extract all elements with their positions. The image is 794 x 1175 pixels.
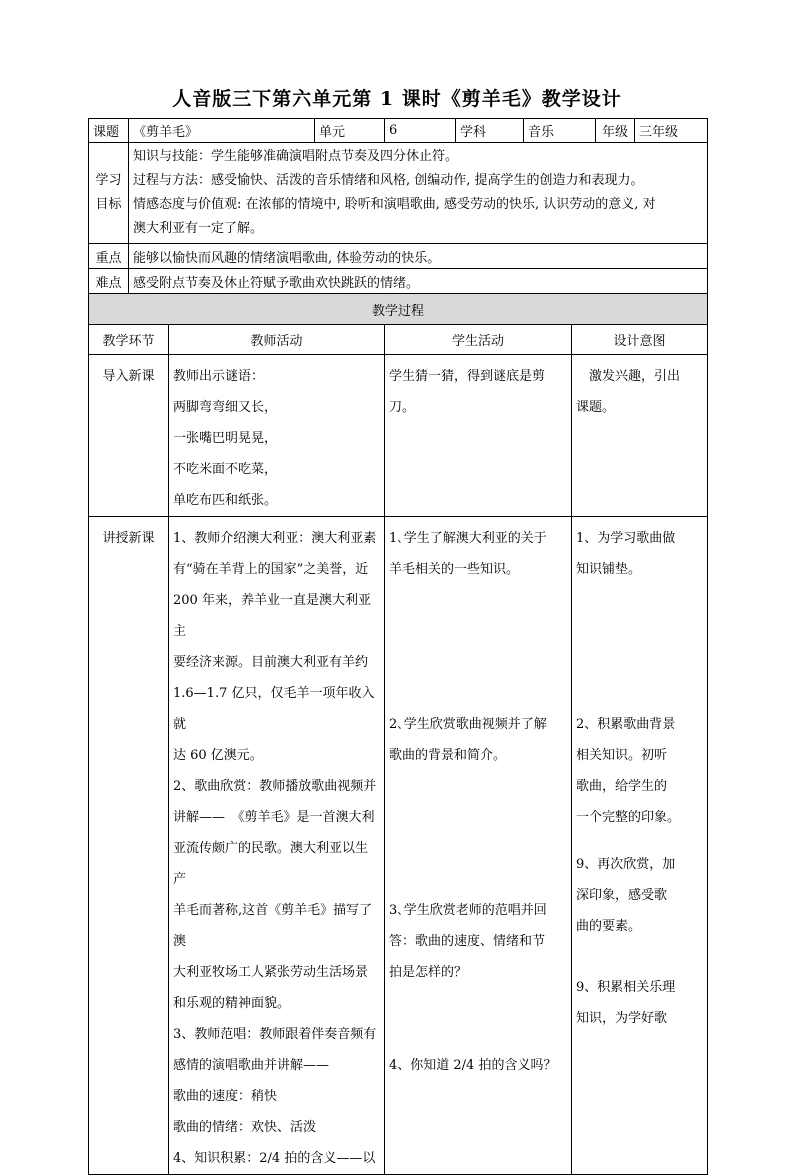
goal-knowledge: 知识与技能：学生能够准确演唱附点节奏及四分休止符。 (133, 149, 459, 164)
header-row (89, 119, 708, 143)
key-point-text: 能够以愉快而风趣的情绪演唱歌曲, 体验劳动的快乐。 (129, 244, 708, 269)
goals-label: 学习 目标 (89, 143, 129, 244)
intro-row (89, 355, 708, 517)
subject-value: 音乐 (524, 119, 596, 143)
new-lesson-stage: 讲授新课 (89, 517, 169, 1175)
process-heading-row (89, 294, 708, 325)
new-lesson-intent: 1、为学习歌曲做 知识铺垫。 2、积累歌曲背景 相关知识。初听 歌曲，给学生的 一个完整的印象。 9、再次欣赏，加 深印象，感受歌 曲的要素。 9、积累相关乐理 知识，为学好歌 (572, 517, 708, 1175)
page-title: 人音版三下第六单元第 1 课时《剪羊毛》教学设计 (172, 88, 622, 110)
goal-emotion: 情感态度与价值观: 在浓郁的情境中, 聆听和演唱歌曲, 感受劳动的快乐, 认识劳动的意义, 对 (133, 197, 656, 212)
col-student: 学生活动 (385, 325, 572, 355)
col-teacher: 教师活动 (169, 325, 385, 355)
goal-emotion-cont: 澳大利亚有一定了解。 (133, 221, 264, 236)
col-stage: 教学环节 (89, 325, 169, 355)
key-point-label: 重点 (89, 244, 129, 269)
col-intent: 设计意图 (572, 325, 708, 355)
intro-teacher: 教师出示谜语： 两脚弯弯细又长， 一张嘴巴明晃晃， 不吃米面不吃菜， 单吃布匹和纸张。 (169, 355, 385, 517)
grade-label: 年级 (596, 119, 635, 143)
unit-value: 6 (385, 119, 456, 143)
grade-value: 三年级 (635, 119, 708, 143)
lesson-value: 《剪羊毛》 (129, 119, 315, 143)
goals-content (129, 143, 708, 244)
new-lesson-row (89, 517, 708, 1175)
unit-label: 单元 (315, 119, 385, 143)
subject-label: 学科 (456, 119, 524, 143)
new-lesson-student: 1､学生了解澳大利亚的关于 羊毛相关的一些知识。 2､学生欣赏歌曲视频并了解 歌曲的背景和简介。 3､学生欣赏老师的范唱并回 答：歌曲的速度、情绪和节 拍是怎样的？ 4、你知道 2/4 拍的含义吗？ (385, 517, 572, 1175)
intro-intent: 激发兴趣，引出 课题。 (572, 355, 708, 517)
process-heading: 教学过程 (89, 294, 708, 325)
goal-process: 过程与方法：感受愉快、活泼的音乐情绪和风格, 创编动作, 提高学生的创造力和表现力。 (133, 173, 644, 188)
lesson-plan-table (88, 118, 708, 1175)
goals-row (89, 143, 708, 244)
intro-stage: 导入新课 (89, 355, 169, 517)
lesson-label: 课题 (89, 119, 129, 143)
key-point-row (89, 244, 708, 269)
difficulty-text: 感受附点节奏及休止符赋予歌曲欢快跳跃的情绪。 (129, 269, 708, 294)
column-header-row (89, 325, 708, 355)
intro-student: 学生猜一猜，得到谜底是剪 刀。 (385, 355, 572, 517)
difficulty-label: 难点 (89, 269, 129, 294)
new-lesson-teacher: 1、教师介绍澳大利亚：澳大利亚素 有“骑在羊背上的国家”之美誉，近 200 年来，养羊业一直是澳大利亚主 要经济来源。目前澳大利亚有羊约 1.6—1.7 亿只，仅毛羊一项年收入就 达 60 亿澳元。 2、歌曲欣赏：教师播放歌曲视频并 讲解—— 《剪羊毛》是一首澳大利 亚流传颇广的民歌。澳大利亚以生产 羊毛而著称,这首《剪羊毛》描写了澳 大利亚牧场工人紧张劳动生活场景 和乐观的精神面貌。 3、教师范唱：教师跟着伴奏音频有 感情的演唱歌曲并讲解—— 歌曲的速度：稍快 歌曲的情绪：欢快、活泼 4、知识积累：2/4 拍的含义——以 (169, 517, 385, 1175)
difficulty-row (89, 269, 708, 294)
